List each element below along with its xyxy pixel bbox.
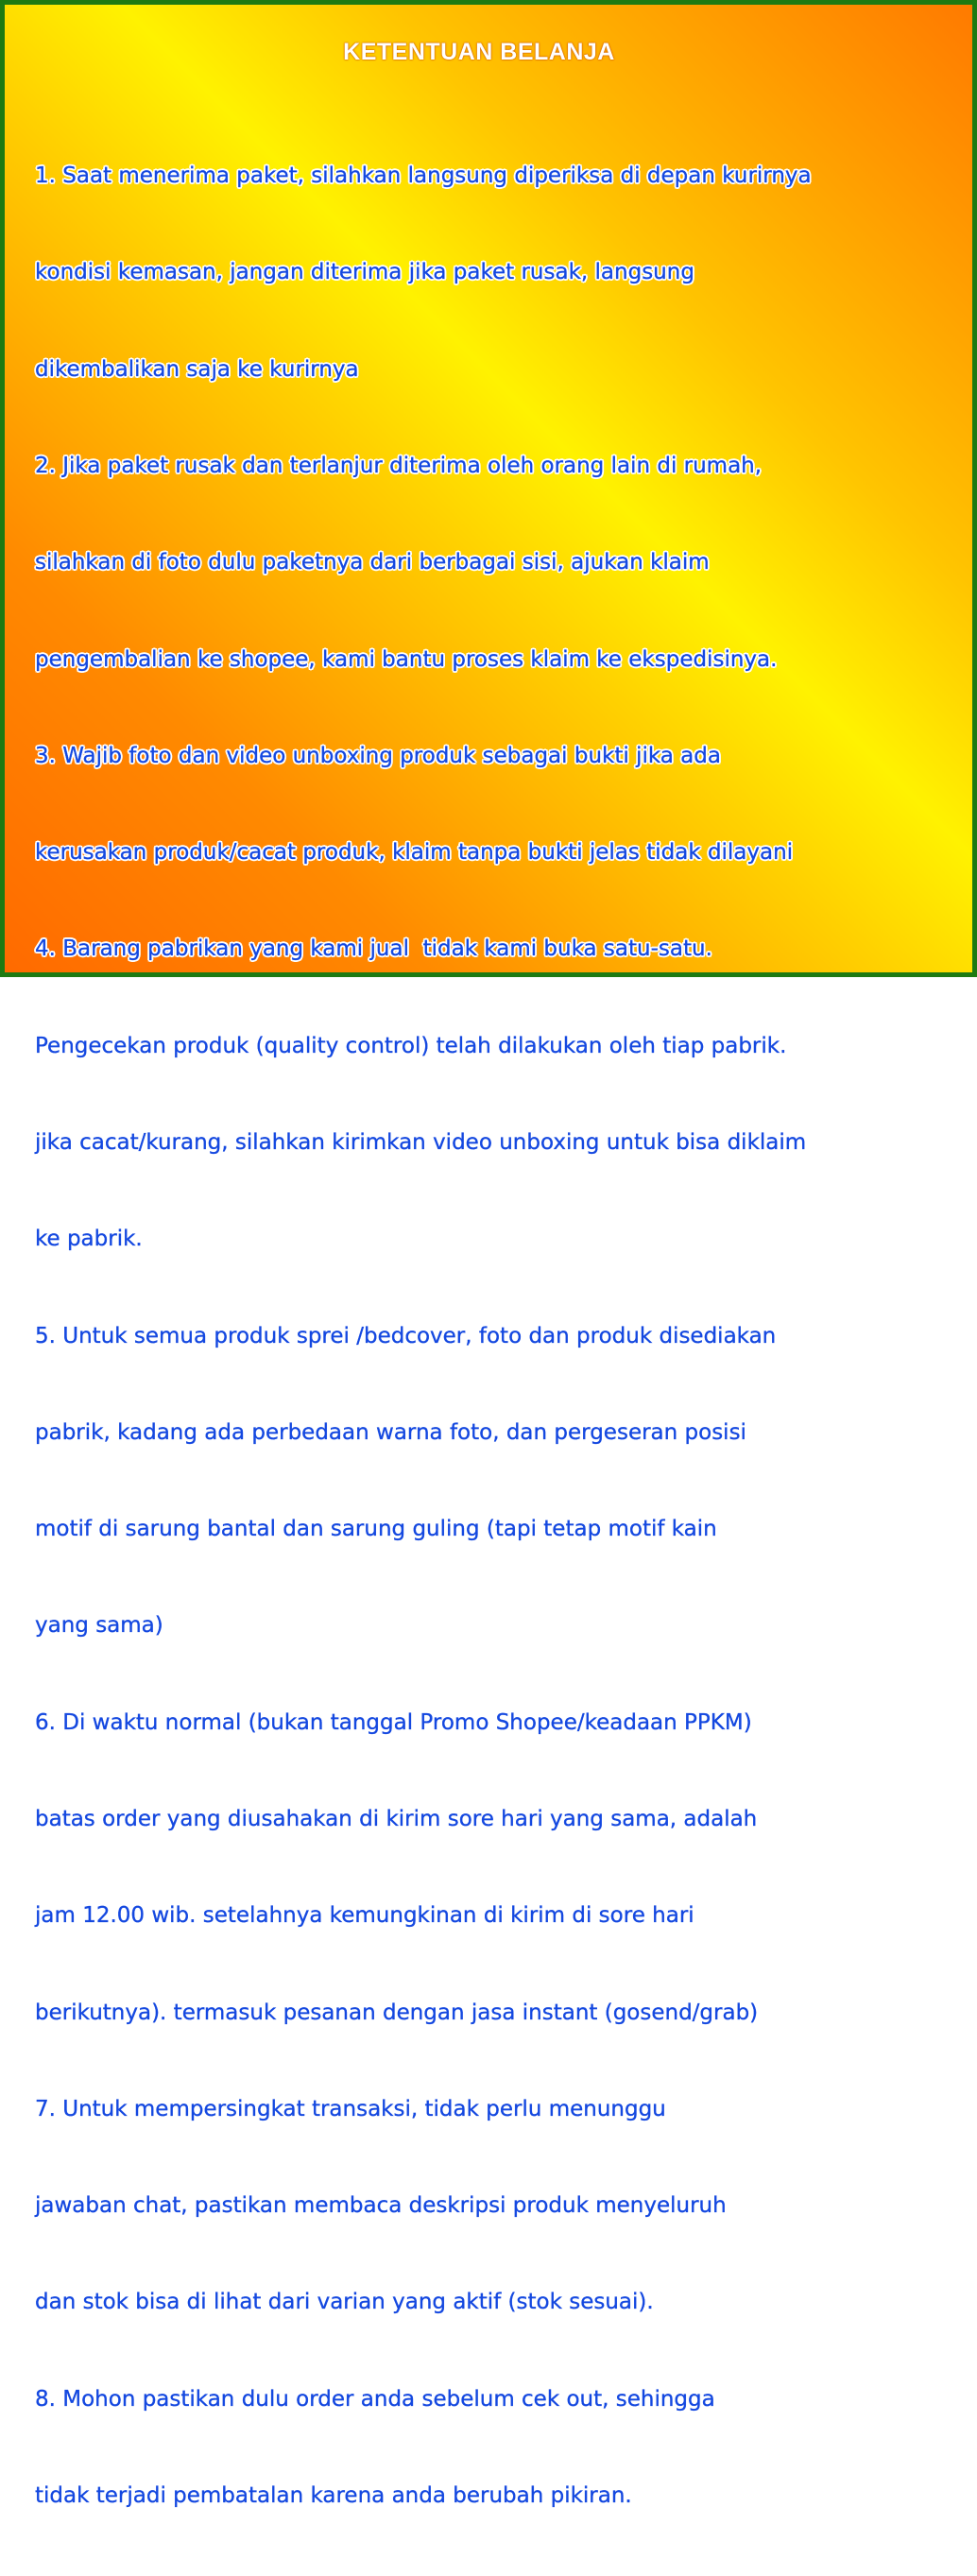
terms-line: 7. Untuk mempersingkat transaksi, tidak perlu menunggu	[35, 2096, 666, 2121]
terms-line: dan stok bisa di lihat dari varian yang aktif (stok sesuai).	[35, 2290, 654, 2315]
terms-line: kondisi kemasan, jangan diterima jika paket rusak, langsung	[35, 260, 694, 285]
terms-line: tidak terjadi pembatalan karena anda berubah pikiran.	[35, 2482, 632, 2508]
terms-line: pabrik, kadang ada perbedaan warna foto, dan pergeseran posisi	[35, 1419, 746, 1445]
terms-line: berikutnya). termasuk pesanan dengan jasa instant (gosend/grab)	[35, 2000, 759, 2025]
terms-line: 5. Untuk semua produk sprei /bedcover, foto dan produk disediakan	[35, 1323, 777, 1348]
terms-line: pengembalian ke shopee, kami bantu proses klaim ke ekspedisinya.	[35, 646, 778, 672]
terms-text-block	[35, 95, 970, 2576]
terms-line: jawaban chat, pastikan membaca deskripsi produk menyeluruh	[35, 2193, 727, 2219]
terms-line: batas order yang diusahakan di kirim sore hari yang sama, adalah	[35, 1806, 758, 1831]
terms-line: motif di sarung bantal dan sarung guling (tapi tetap motif kain	[35, 1517, 717, 1542]
terms-line: 1. Saat menerima paket, silahkan langsung diperiksa di depan kurirnya	[35, 163, 812, 189]
terms-line: silahkan di foto dulu paketnya dari berbagai sisi, ajukan klaim	[35, 550, 710, 575]
terms-line: Pengecekan produk (quality control) telah dilakukan oleh tiap pabrik.	[35, 1033, 787, 1058]
page-title: KETENTUAN BELANJA	[343, 39, 615, 65]
terms-line: 4. Barang pabrikan yang kami jual tidak kami buka satu-satu.	[35, 936, 712, 962]
terms-line: 2. Jika paket rusak dan terlanjur diterima oleh orang lain di rumah,	[35, 454, 763, 479]
terms-line: dikembalikan saja ke kurirnya	[35, 356, 359, 382]
terms-line: jam 12.00 wib. setelahnya kemungkinan di kirim di sore hari	[35, 1903, 694, 1929]
terms-line: 8. Mohon pastikan dulu order anda sebelum cek out, sehingga	[35, 2386, 715, 2412]
terms-line: 6. Di waktu normal (bukan tanggal Promo Shopee/keadaan PPKM)	[35, 1709, 752, 1735]
terms-line: jika cacat/kurang, silahkan kirimkan video unboxing untuk bisa diklaim	[35, 1130, 807, 1155]
terms-line: yang sama)	[35, 1613, 163, 1639]
terms-line: kerusakan produk/cacat produk, klaim tanpa bukti jelas tidak dilayani	[35, 840, 794, 866]
terms-line: 3. Wajib foto dan video unboxing produk sebagai bukti jika ada	[35, 743, 721, 768]
terms-line: ke pabrik.	[35, 1227, 143, 1252]
